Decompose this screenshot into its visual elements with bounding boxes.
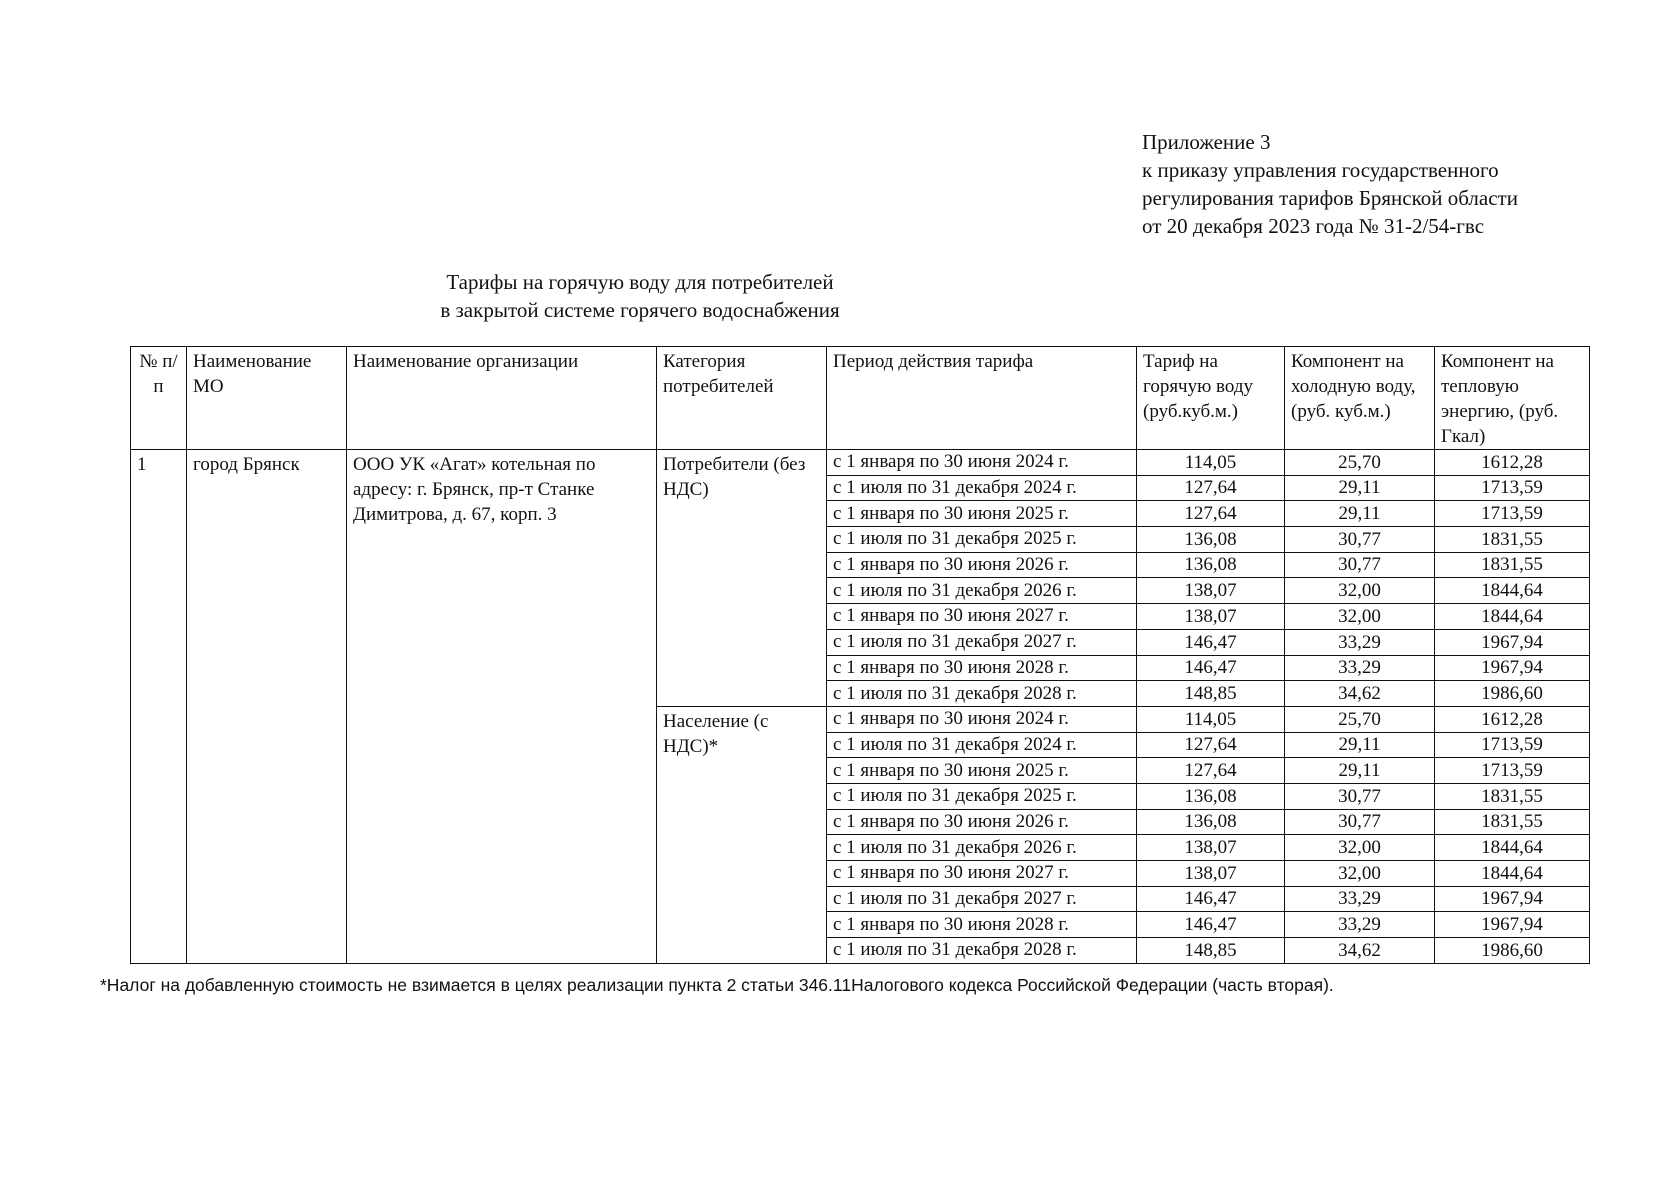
- document-title: [0, 268, 1280, 324]
- header-category: Категория потребителей: [657, 347, 827, 450]
- cell-heat: 1986,60: [1435, 681, 1590, 707]
- cell-period: с 1 января по 30 июня 2025 г.: [827, 501, 1137, 527]
- cell-cold-water: 30,77: [1285, 783, 1435, 809]
- cell-period: с 1 июля по 31 декабря 2026 г.: [827, 578, 1137, 604]
- cell-heat: 1831,55: [1435, 809, 1590, 835]
- title-line-2: в закрытой системе горячего водоснабжения: [440, 298, 840, 322]
- header-organization: Наименование организации: [347, 347, 657, 450]
- cell-tariff: 148,85: [1137, 681, 1285, 707]
- table-body: [131, 450, 1590, 964]
- cell-period: с 1 января по 30 июня 2027 г.: [827, 861, 1137, 887]
- cell-period: с 1 июля по 31 декабря 2026 г.: [827, 835, 1137, 861]
- cell-heat: 1844,64: [1435, 861, 1590, 887]
- cell-cold-water: 33,29: [1285, 655, 1435, 681]
- cell-cold-water: 30,77: [1285, 527, 1435, 553]
- cell-period: с 1 января по 30 июня 2024 г.: [827, 450, 1137, 476]
- cell-cold-water: 25,70: [1285, 450, 1435, 476]
- header-tariff: Тариф на горячую воду (руб.куб.м.): [1137, 347, 1285, 450]
- cell-cold-water: 33,29: [1285, 886, 1435, 912]
- cell-heat: 1967,94: [1435, 912, 1590, 938]
- cell-cold-water: 30,77: [1285, 552, 1435, 578]
- appendix-line-2: к приказу управления государственного: [1142, 158, 1499, 182]
- cell-cold-water: 29,11: [1285, 475, 1435, 501]
- cell-tariff: 114,05: [1137, 706, 1285, 732]
- cell-period: с 1 января по 30 июня 2026 г.: [827, 552, 1137, 578]
- cell-tariff: 127,64: [1137, 732, 1285, 758]
- cell-period: с 1 июля по 31 декабря 2027 г.: [827, 629, 1137, 655]
- cell-heat: 1713,59: [1435, 501, 1590, 527]
- cell-tariff: 138,07: [1137, 861, 1285, 887]
- cell-heat: 1986,60: [1435, 938, 1590, 964]
- header-number: № п/п: [131, 347, 187, 450]
- header-cold-water: Компонент на холодную воду, (руб. куб.м.): [1285, 347, 1435, 450]
- appendix-line-1: Приложение 3: [1142, 130, 1271, 154]
- cell-period: с 1 января по 30 июня 2024 г.: [827, 706, 1137, 732]
- cell-period: с 1 июля по 31 декабря 2028 г.: [827, 938, 1137, 964]
- cell-heat: 1713,59: [1435, 758, 1590, 784]
- cell-period: с 1 июля по 31 декабря 2027 г.: [827, 886, 1137, 912]
- cell-cold-water: 32,00: [1285, 861, 1435, 887]
- cell-heat: 1612,28: [1435, 706, 1590, 732]
- footnote: *Налог на добавленную стоимость не взимается в целях реализации пункта 2 статьи 346.11Налогового кодекса Российской Федерации (часть вторая).: [100, 975, 1334, 995]
- cell-cold-water: 32,00: [1285, 578, 1435, 604]
- row-number: 1: [131, 450, 187, 964]
- cell-period: с 1 января по 30 июня 2026 г.: [827, 809, 1137, 835]
- cell-tariff: 138,07: [1137, 835, 1285, 861]
- table-header-row: [131, 347, 1590, 450]
- cell-tariff: 127,64: [1137, 501, 1285, 527]
- cell-tariff: 146,47: [1137, 886, 1285, 912]
- cell-tariff: 138,07: [1137, 578, 1285, 604]
- cell-cold-water: 30,77: [1285, 809, 1435, 835]
- header-period: Период действия тарифа: [827, 347, 1137, 450]
- row-category: Население (с НДС)*: [657, 706, 827, 963]
- table-row: [131, 450, 1590, 476]
- cell-tariff: 146,47: [1137, 629, 1285, 655]
- cell-heat: 1831,55: [1435, 783, 1590, 809]
- cell-cold-water: 34,62: [1285, 681, 1435, 707]
- cell-heat: 1967,94: [1435, 655, 1590, 681]
- cell-heat: 1831,55: [1435, 527, 1590, 553]
- cell-tariff: 136,08: [1137, 809, 1285, 835]
- cell-heat: 1831,55: [1435, 552, 1590, 578]
- cell-tariff: 136,08: [1137, 783, 1285, 809]
- cell-heat: 1967,94: [1435, 629, 1590, 655]
- cell-cold-water: 25,70: [1285, 706, 1435, 732]
- cell-tariff: 136,08: [1137, 527, 1285, 553]
- row-category: Потребители (без НДС): [657, 450, 827, 707]
- cell-tariff: 127,64: [1137, 758, 1285, 784]
- cell-period: с 1 января по 30 июня 2028 г.: [827, 655, 1137, 681]
- cell-cold-water: 29,11: [1285, 732, 1435, 758]
- cell-tariff: 148,85: [1137, 938, 1285, 964]
- cell-cold-water: 34,62: [1285, 938, 1435, 964]
- cell-period: с 1 января по 30 июня 2027 г.: [827, 604, 1137, 630]
- appendix-line-3: регулирования тарифов Брянской области: [1142, 186, 1518, 210]
- cell-tariff: 138,07: [1137, 604, 1285, 630]
- row-organization: ООО УК «Агат» котельная по адресу: г. Брянск, пр-т Станке Димитрова, д. 67, корп. 3: [347, 450, 657, 964]
- cell-period: с 1 января по 30 июня 2025 г.: [827, 758, 1137, 784]
- cell-period: с 1 июля по 31 декабря 2028 г.: [827, 681, 1137, 707]
- cell-heat: 1713,59: [1435, 475, 1590, 501]
- header-mo: Наименование МО: [187, 347, 347, 450]
- cell-tariff: 127,64: [1137, 475, 1285, 501]
- cell-heat: 1844,64: [1435, 604, 1590, 630]
- title-line-1: Тарифы на горячую воду для потребителей: [446, 270, 834, 294]
- cell-cold-water: 33,29: [1285, 629, 1435, 655]
- cell-tariff: 114,05: [1137, 450, 1285, 476]
- cell-cold-water: 29,11: [1285, 758, 1435, 784]
- cell-heat: 1967,94: [1435, 886, 1590, 912]
- cell-cold-water: 32,00: [1285, 835, 1435, 861]
- cell-period: с 1 января по 30 июня 2028 г.: [827, 912, 1137, 938]
- cell-heat: 1612,28: [1435, 450, 1590, 476]
- cell-period: с 1 июля по 31 декабря 2024 г.: [827, 732, 1137, 758]
- cell-tariff: 136,08: [1137, 552, 1285, 578]
- tariff-table: [130, 346, 1590, 964]
- cell-cold-water: 29,11: [1285, 501, 1435, 527]
- cell-tariff: 146,47: [1137, 655, 1285, 681]
- cell-tariff: 146,47: [1137, 912, 1285, 938]
- cell-period: с 1 июля по 31 декабря 2025 г.: [827, 527, 1137, 553]
- header-heat: Компонент на тепловую энергию, (руб. Гкал): [1435, 347, 1590, 450]
- cell-heat: 1844,64: [1435, 835, 1590, 861]
- cell-period: с 1 июля по 31 декабря 2024 г.: [827, 475, 1137, 501]
- cell-heat: 1844,64: [1435, 578, 1590, 604]
- cell-heat: 1713,59: [1435, 732, 1590, 758]
- cell-cold-water: 33,29: [1285, 912, 1435, 938]
- appendix-block: [1142, 128, 1518, 240]
- cell-period: с 1 июля по 31 декабря 2025 г.: [827, 783, 1137, 809]
- cell-cold-water: 32,00: [1285, 604, 1435, 630]
- appendix-line-4: от 20 декабря 2023 года № 31-2/54-гвс: [1142, 214, 1485, 238]
- row-mo: город Брянск: [187, 450, 347, 964]
